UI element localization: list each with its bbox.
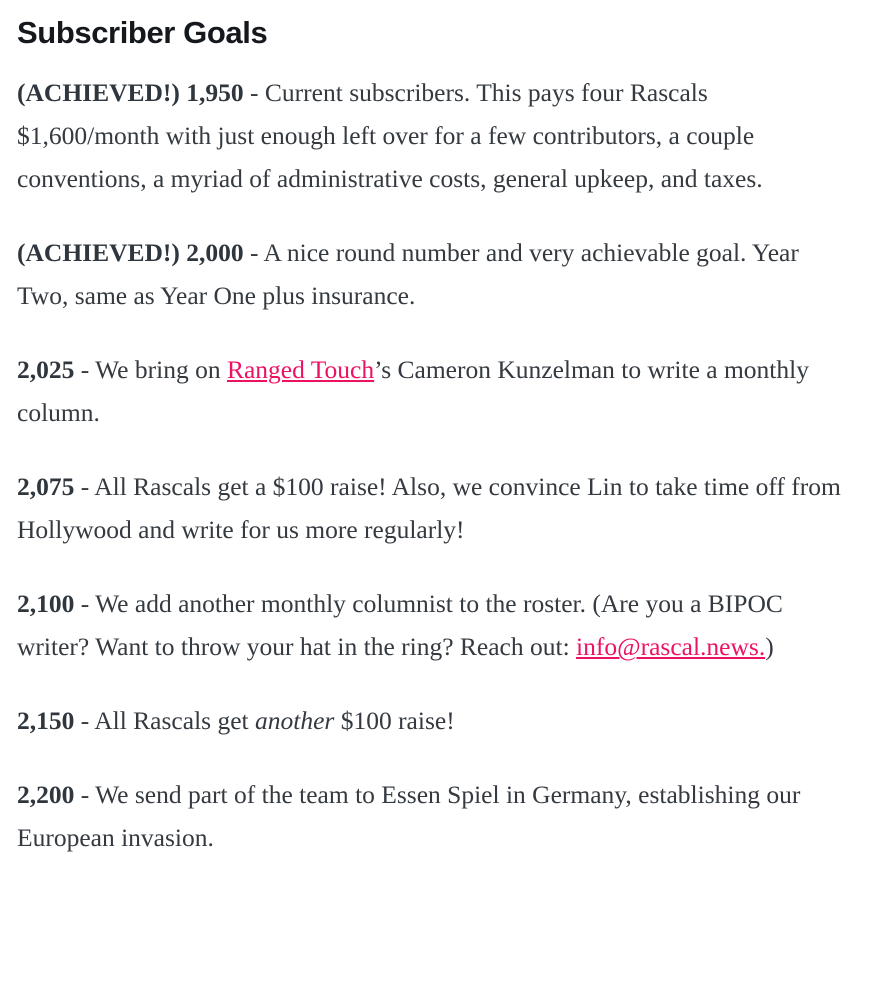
goal-amount: 2,200	[17, 780, 75, 810]
goal-paragraph	[17, 699, 847, 742]
goal-separator: -	[74, 589, 96, 619]
goal-separator: -	[74, 706, 95, 736]
goal-text: ’s Cameron Kunzelman to write a monthly column.	[17, 355, 809, 428]
goal-text: We add another monthly columnist to the roster. (Are you a BIPOC writer? Want to throw your hat in the ring? Reach out:	[17, 589, 783, 662]
goal-amount: 2,025	[17, 355, 75, 385]
goal-text: We send part of the team to Essen Spiel in Germany, establishing our European invasion.	[17, 780, 801, 853]
goal-separator: -	[243, 78, 265, 108]
emphasized-text: another	[254, 706, 335, 736]
goal-paragraph	[17, 71, 847, 200]
goal-text: A nice round number and very achievable goal. Year Two, same as Year One plus insurance.	[17, 238, 799, 311]
goal-text: All Rascals get a $100 raise! Also, we convince Lin to take time off from Hollywood and write for us more regularly!	[17, 472, 841, 545]
goal-paragraph	[17, 582, 847, 668]
goal-separator: -	[74, 355, 96, 385]
email-link[interactable]: info@rascal.news.	[576, 632, 766, 662]
goal-separator: -	[74, 472, 95, 502]
goal-text: Current subscribers. This pays four Rascals $1,600/month with just enough left over for a few contributors, a couple conventions, a myriad of administrative costs, general upkeep, and taxes.	[17, 78, 763, 194]
goal-paragraph	[17, 231, 847, 317]
goals-list	[17, 71, 847, 859]
goal-paragraph	[17, 348, 847, 434]
goal-text: We bring on	[95, 355, 227, 385]
goal-amount: (ACHIEVED!) 1,950	[17, 78, 244, 108]
goal-separator: -	[74, 780, 96, 810]
goal-text: All Rascals get	[94, 706, 255, 736]
goal-paragraph	[17, 465, 847, 551]
goal-paragraph	[17, 773, 847, 859]
goal-text: $100 raise!	[334, 706, 455, 736]
goal-amount: (ACHIEVED!) 2,000	[17, 238, 244, 268]
goal-amount: 2,075	[17, 472, 75, 502]
page-title: Subscriber Goals	[17, 15, 268, 50]
goal-separator: -	[243, 238, 264, 268]
goal-amount: 2,150	[17, 706, 75, 736]
goal-text: )	[765, 632, 774, 662]
goal-amount: 2,100	[17, 589, 75, 619]
ranged-touch-link[interactable]: Ranged Touch	[226, 355, 375, 385]
